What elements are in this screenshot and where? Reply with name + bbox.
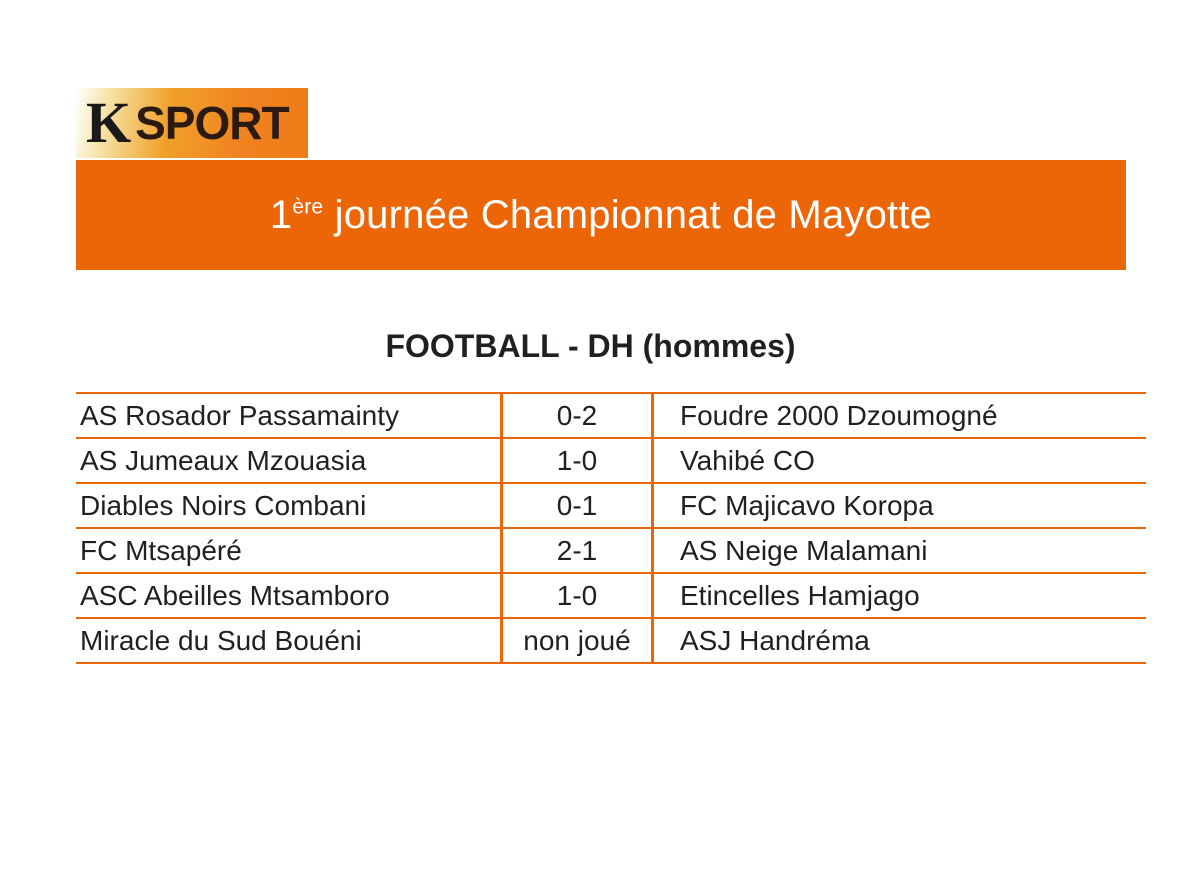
home-team: Miracle du Sud Bouéni	[76, 618, 502, 663]
results-table	[76, 392, 1146, 664]
home-team: Diables Noirs Combani	[76, 483, 502, 528]
away-team: Etincelles Hamjago	[653, 573, 1147, 618]
title-ordinal-number: 1	[269, 192, 293, 237]
logo-word-sport: SPORT	[135, 97, 289, 149]
match-score: 0-1	[502, 483, 653, 528]
away-team: FC Majicavo Koropa	[653, 483, 1147, 528]
match-score: 1-0	[502, 573, 653, 618]
away-team: AS Neige Malamani	[653, 528, 1147, 573]
page-title	[270, 193, 932, 238]
table-row	[76, 528, 1146, 573]
away-team: Vahibé CO	[653, 438, 1147, 483]
title-rest: journée Championnat de Mayotte	[334, 192, 933, 237]
home-team: AS Rosador Passamainty	[76, 393, 502, 438]
logo-letter-k: K	[86, 90, 130, 155]
match-score: 0-2	[502, 393, 653, 438]
ksport-logo	[76, 88, 308, 158]
table-row	[76, 573, 1146, 618]
table-row	[76, 438, 1146, 483]
home-team: FC Mtsapéré	[76, 528, 502, 573]
table-row	[76, 393, 1146, 438]
table-row	[76, 483, 1146, 528]
home-team: AS Jumeaux Mzouasia	[76, 438, 502, 483]
table-row	[76, 618, 1146, 663]
away-team: ASJ Handréma	[653, 618, 1147, 663]
section-heading: FOOTBALL - DH (hommes)	[385, 328, 796, 364]
match-score: 1-0	[502, 438, 653, 483]
match-score: non joué	[502, 618, 653, 663]
match-score: 2-1	[502, 528, 653, 573]
home-team: ASC Abeilles Mtsamboro	[76, 573, 502, 618]
title-banner	[76, 160, 1126, 270]
title-ordinal-suffix: ère	[292, 195, 324, 219]
away-team: Foudre 2000 Dzoumogné	[653, 393, 1147, 438]
